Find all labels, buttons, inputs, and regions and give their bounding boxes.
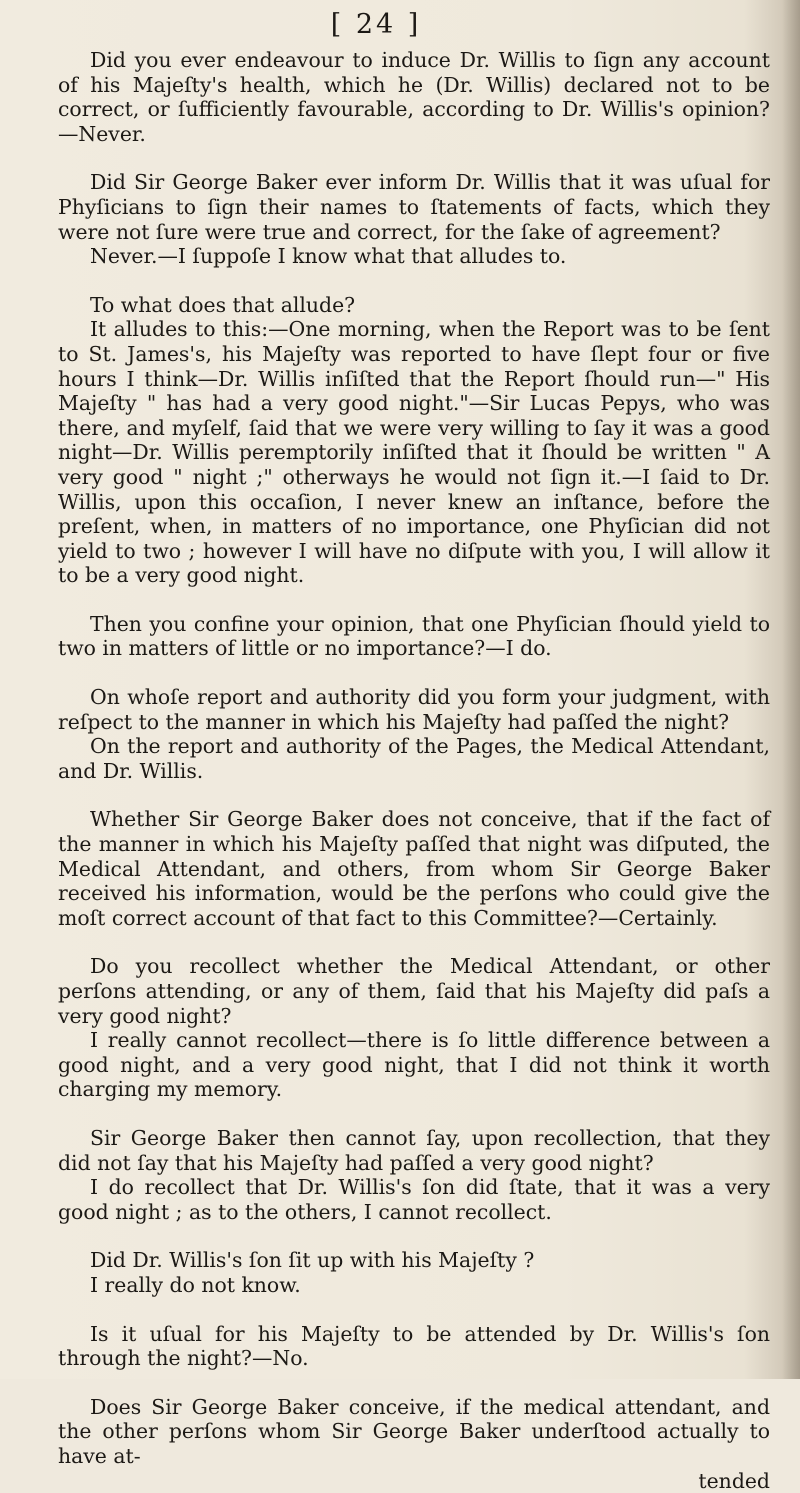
spacer bbox=[58, 146, 770, 170]
answer-3: It alludes to this:—One morning, when the Report was to be ſent to St. James's, his Majeſty was reported to have ſlept four or five hours I think—Dr. Willis inſiſted that the Report ſhould run—" His Majeſty " has had a very good night."—Sir Lucas Pepys, who was there, and myſelf, ſaid that we were very willing to ſay it was a good night—Dr. Willis peremptorily inſiſted that it ſhould be written " A very good " night ;" otherways he would not ſign it.—I ſaid to Dr. Willis, upon this occaſion, I never knew an inſtance, before the preſent, when, in matters of no importance, one Phyſician did not yield to two ; however I will have no diſpute with you, I will allow it to be a very good night. bbox=[58, 317, 770, 588]
qa-block-9 bbox=[58, 1248, 770, 1297]
page-content bbox=[58, 8, 770, 1493]
question-10: Is it uſual for his Majeſty to be attended by Dr. Willis's ſon through the night?—No. bbox=[58, 1322, 770, 1371]
qa-block-8 bbox=[58, 1126, 770, 1224]
spacer bbox=[58, 588, 770, 612]
spacer bbox=[58, 1224, 770, 1248]
question-5: On whoſe report and authority did you form your judgment, with reſpect to the manner in which his Majeſty had paſſed the night? bbox=[58, 685, 770, 734]
question-11: Does Sir George Baker conceive, if the medical attendant, and the other perſons whom Sir George Baker underſtood actually to have at- bbox=[58, 1395, 770, 1469]
qa-block-6 bbox=[58, 807, 770, 930]
answer-7: I really cannot recollect—there is ſo little difference between a good night, and a very good night, that I did not think it worth charging my memory. bbox=[58, 1028, 770, 1102]
page-number: [ 24 ] bbox=[0, 8, 770, 48]
question-4: Then you confine your opinion, that one Phyſician ſhould yield to two in matters of little or no importance?—I do. bbox=[58, 612, 770, 661]
answer-9: I really do not know. bbox=[58, 1273, 770, 1298]
answer-5: On the report and authority of the Pages, the Medical Attendant, and Dr. Willis. bbox=[58, 734, 770, 783]
question-9: Did Dr. Willis's ſon ſit up with his Majeſty ? bbox=[58, 1248, 770, 1273]
question-8: Sir George Baker then cannot ſay, upon recollection, that they did not ſay that his Majeſty had paſſed a very good night? bbox=[58, 1126, 770, 1175]
spacer bbox=[58, 1371, 770, 1395]
qa-block-4 bbox=[58, 612, 770, 661]
qa-block-10 bbox=[58, 1322, 770, 1371]
spacer bbox=[58, 930, 770, 954]
qa-block-3 bbox=[58, 293, 770, 588]
qa-block-7 bbox=[58, 954, 770, 1102]
answer-2: Never.—I ſuppoſe I know what that alludes to. bbox=[58, 244, 770, 269]
spacer bbox=[58, 783, 770, 807]
spacer bbox=[58, 661, 770, 685]
question-2: Did Sir George Baker ever inform Dr. Willis that it was uſual for Phyſicians to ſign their names to ſtatements of facts, which they were not ſure were true and correct, for the ſake of agreement? bbox=[58, 170, 770, 244]
qa-block-2 bbox=[58, 170, 770, 268]
page-spine-shadow bbox=[782, 0, 800, 1379]
answer-8: I do recollect that Dr. Willis's ſon did ſtate, that it was a very good night ; as to the others, I cannot recollect. bbox=[58, 1175, 770, 1224]
spacer bbox=[58, 1102, 770, 1126]
catchword: tended bbox=[58, 1469, 770, 1493]
question-3: To what does that allude? bbox=[58, 293, 770, 318]
question-7: Do you recollect whether the Medical Attendant, or other perſons attending, or any of them, ſaid that his Majeſty did paſs a very good night? bbox=[58, 954, 770, 1028]
spacer bbox=[58, 1298, 770, 1322]
qa-block-1 bbox=[58, 48, 770, 146]
spacer bbox=[58, 269, 770, 293]
question-6: Whether Sir George Baker does not conceive, that if the fact of the manner in which his Majeſty paſſed that night was diſputed, the Medical Attendant, and others, from whom Sir George Baker received his information, would be the perſons who could give the moſt correct account of that fact to this Committee?—Certainly. bbox=[58, 807, 770, 930]
qa-block-5 bbox=[58, 685, 770, 783]
question-1: Did you ever endeavour to induce Dr. Willis to ſign any account of his Majeſty's health, which he (Dr. Willis) declared not to be correct, or ſufficiently favourable, according to Dr. Willis's opinion?—Never. bbox=[58, 48, 770, 146]
qa-block-11 bbox=[58, 1395, 770, 1493]
